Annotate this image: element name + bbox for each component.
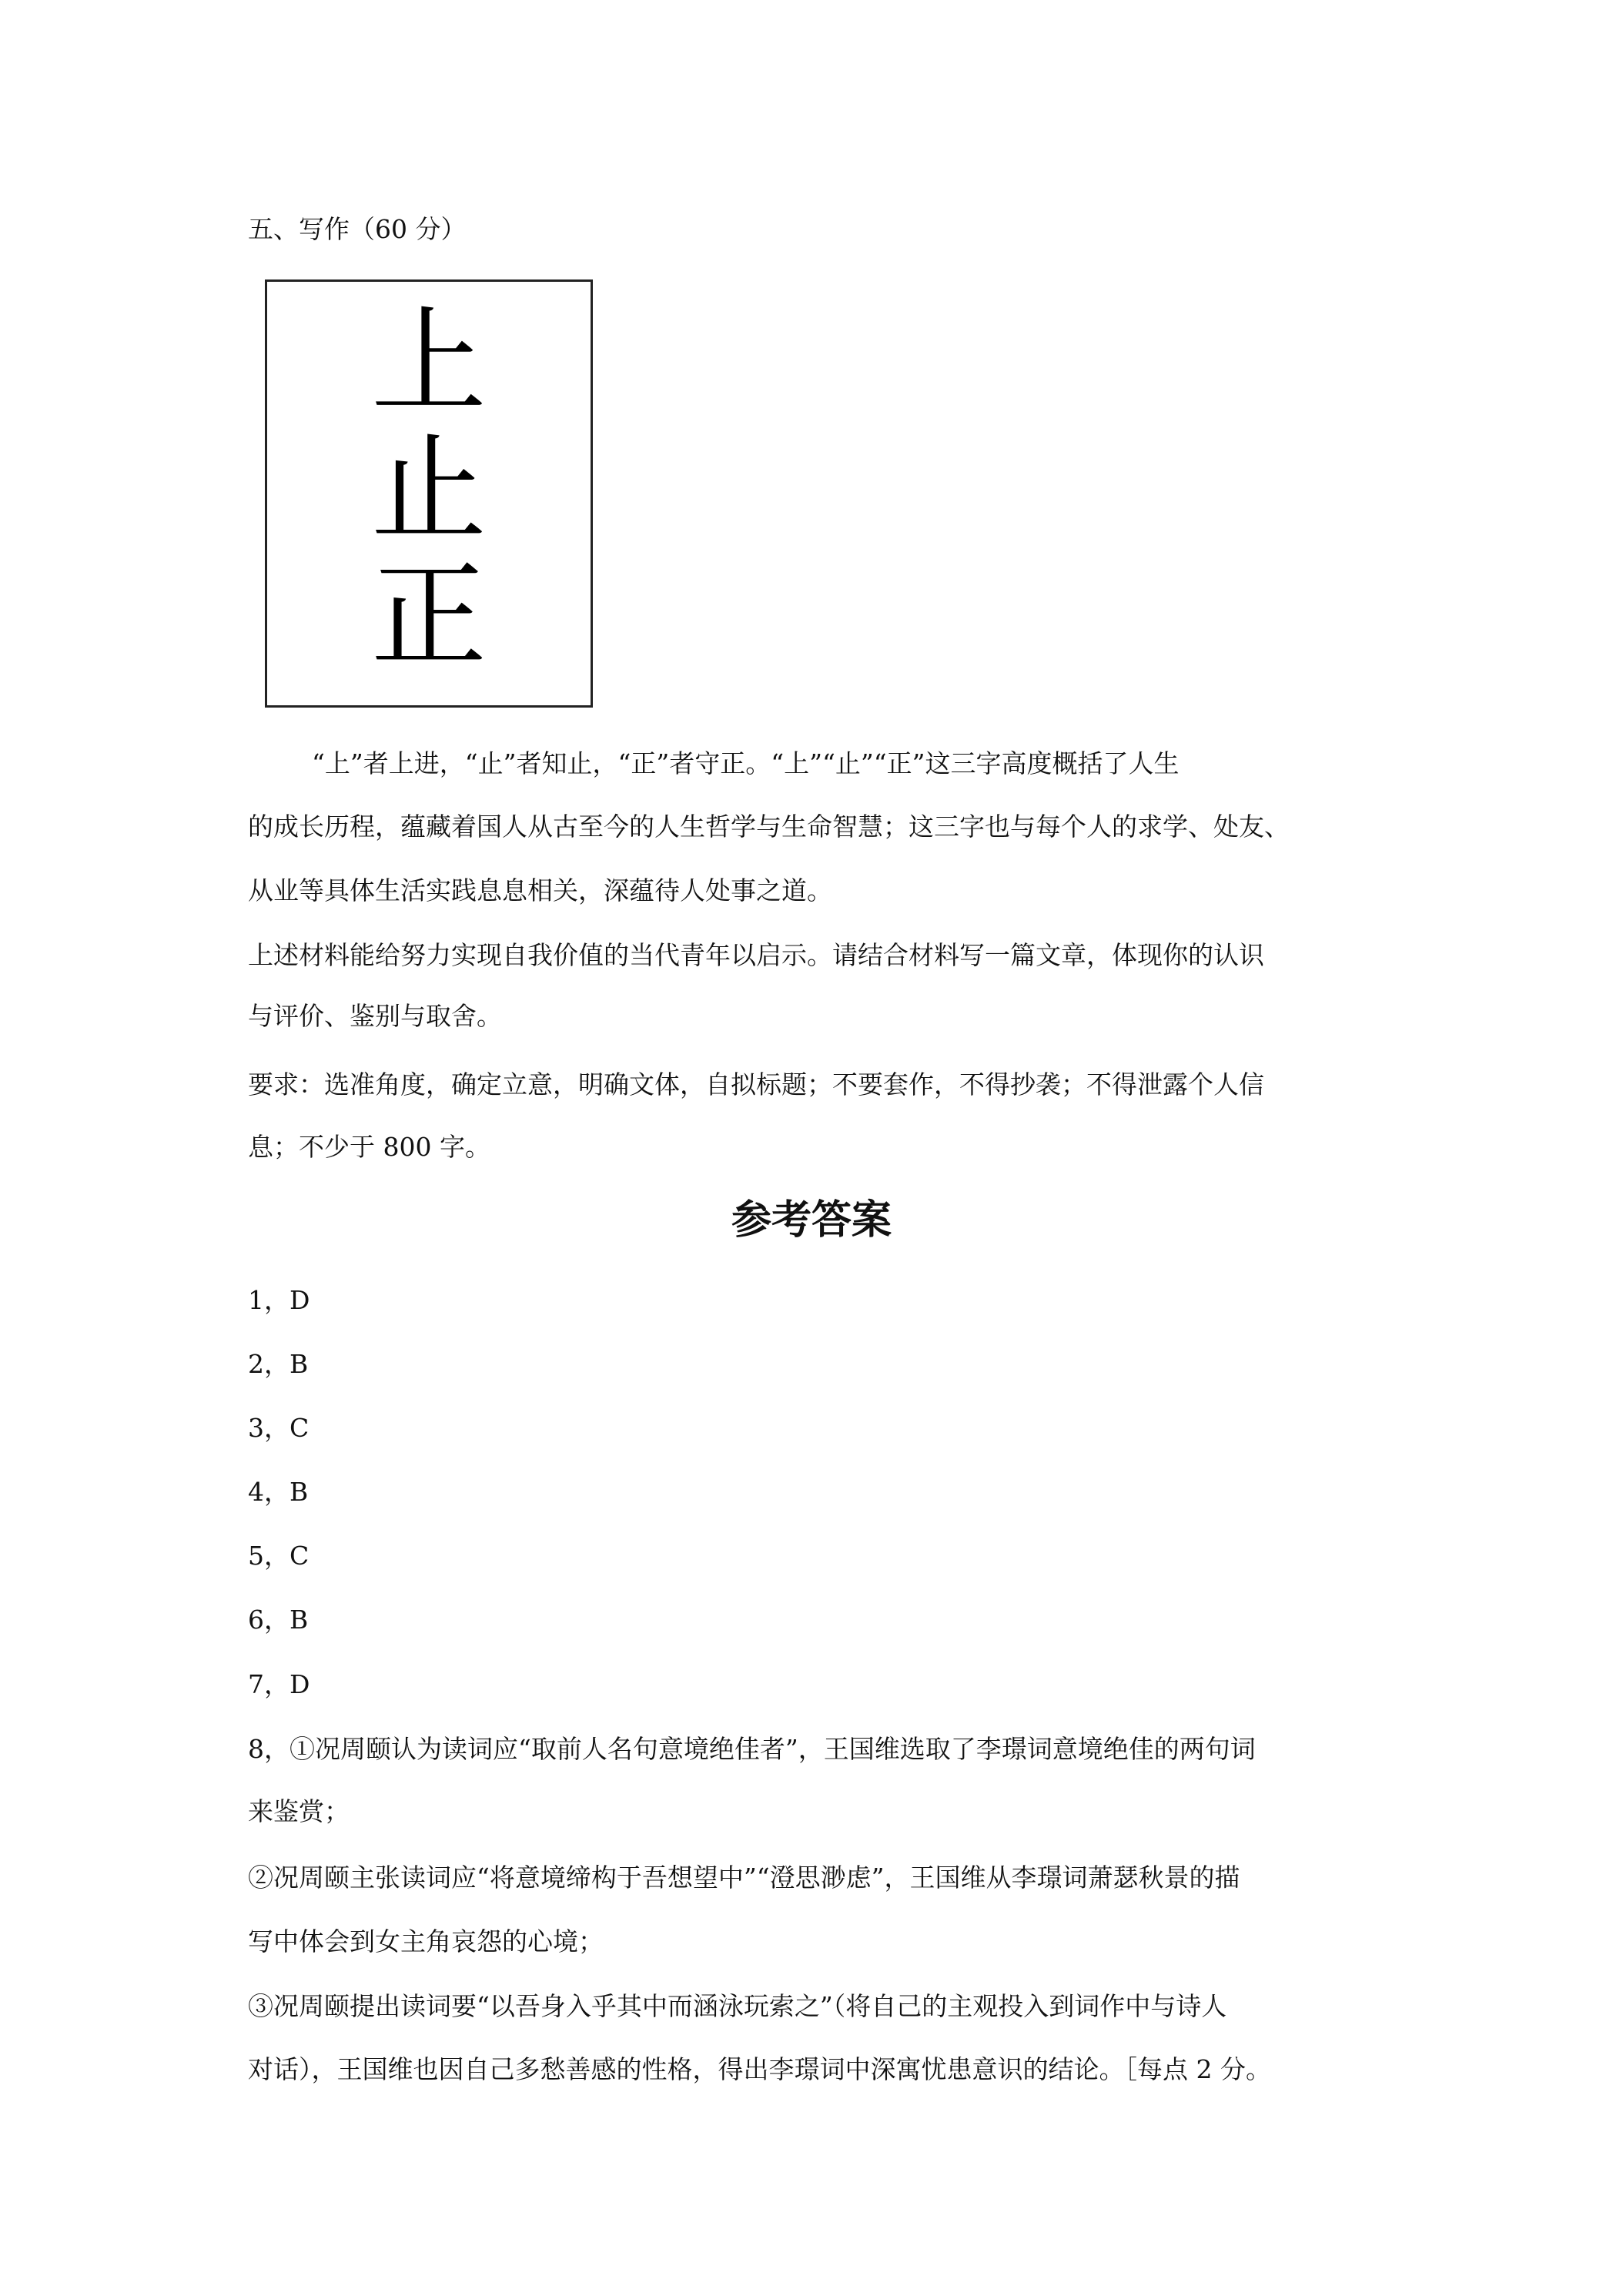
prompt-line: 与评价、鉴别与取舍。 [248, 1001, 502, 1031]
figure-character-zhi: 止 [370, 423, 487, 557]
answer-item: 7，D [248, 1669, 310, 1699]
figure-character-shang: 上 [370, 296, 487, 430]
prompt-line: 从业等具体生活实践息息相关，深蕴待人处事之道。 [248, 875, 832, 905]
prompt-line: “上”者上进，“止”者知止，“正”者守正。“上”“止”“正”这三字高度概括了人生 [312, 748, 1180, 778]
answer-8-line: 来鉴赏； [248, 1796, 350, 1826]
requirements-line: 要求：选准角度，确定立意，明确文体，自拟标题；不要套作，不得抄袭；不得泄露个人信 [248, 1069, 1264, 1099]
requirements-line: 息；不少于 800 字。 [248, 1132, 490, 1162]
answer-item: 2，B [248, 1349, 309, 1379]
prompt-line: 的成长历程，蕴藏着国人从古至今的人生哲学与生命智慧；这三字也与每个人的求学、处友、 [248, 812, 1290, 842]
answer-item: 6，B [248, 1605, 309, 1635]
answer-8-line: 8，①况周颐认为读词应“取前人名句意境绝佳者”，王国维选取了李璟词意境绝佳的两句词 [248, 1734, 1256, 1764]
answer-8-line: ③况周颐提出读词要“以吾身入乎其中而涵泳玩索之”（将自己的主观投入到词作中与诗人 [248, 1991, 1227, 2021]
answer-item: 1，D [248, 1285, 310, 1315]
answer-8-line: 写中体会到女主角哀怨的心境； [248, 1926, 604, 1956]
section-heading: 五、写作（60 分） [248, 214, 467, 244]
answer-8-line: 对话），王国维也因自己多愁善感的性格，得出李璟词中深寓忧患意识的结论。［每点 2 分。 [248, 2054, 1271, 2084]
prompt-line: 上述材料能给努力实现自我价值的当代青年以启示。请结合材料写一篇文章，体现你的认识 [248, 940, 1264, 970]
answer-8-line: ②况周颐主张读词应“将意境缔构于吾想望中”“澄思渺虑”，王国维从李璟词萧瑟秋景的描 [248, 1863, 1240, 1893]
answer-item: 3，C [248, 1413, 310, 1443]
character-figure [265, 279, 593, 708]
answer-item: 5，C [248, 1541, 310, 1571]
figure-character-zheng: 正 [370, 550, 487, 684]
answer-key-title: 参考答案 [731, 1197, 892, 1243]
answer-item: 4，B [248, 1477, 309, 1507]
